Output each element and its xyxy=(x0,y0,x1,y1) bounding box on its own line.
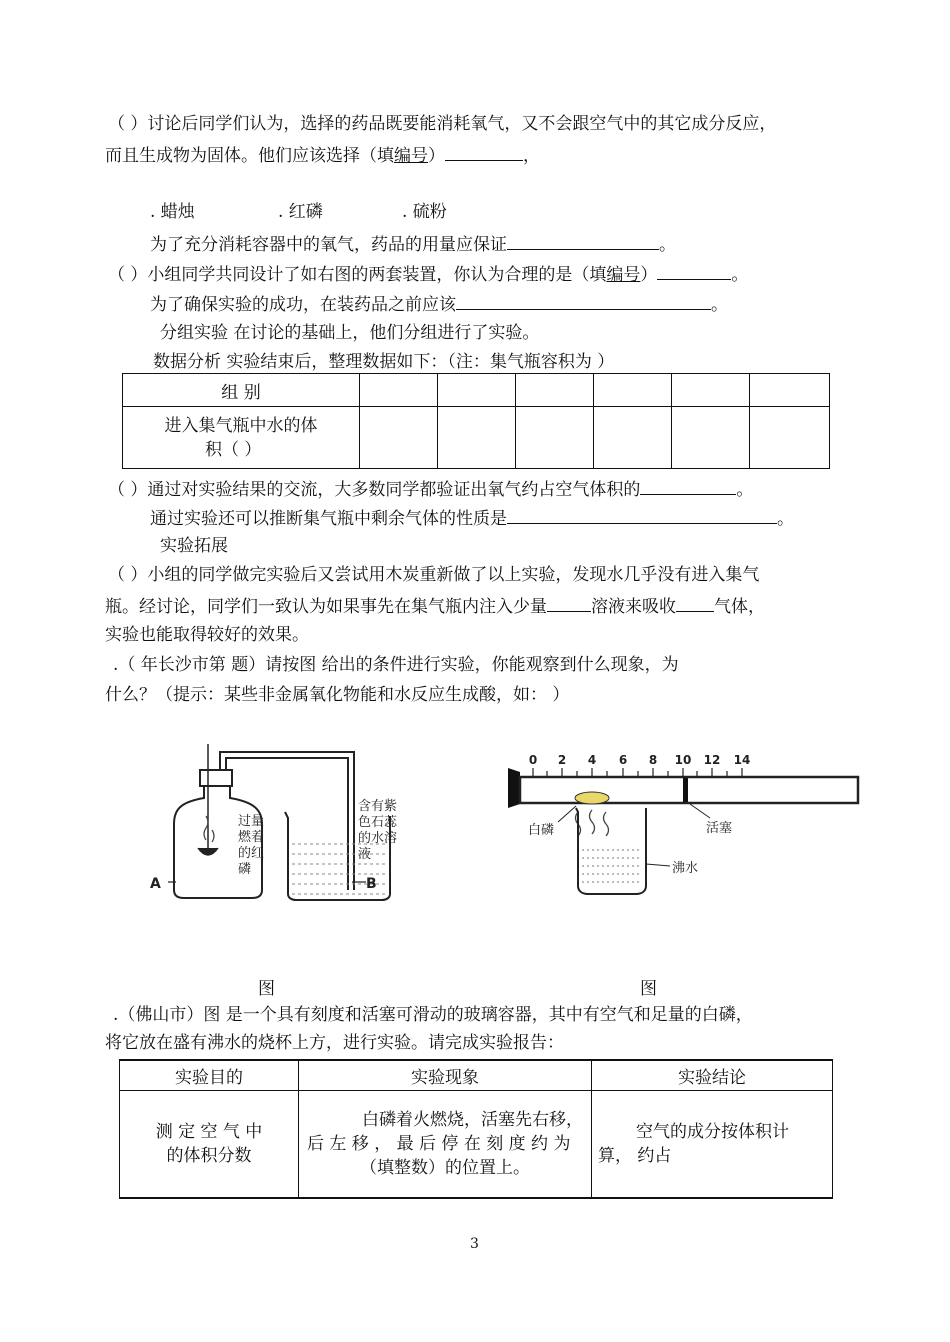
smoke-icon xyxy=(212,830,214,842)
report-table xyxy=(119,1059,833,1199)
q4-line2 xyxy=(105,594,765,618)
q4-line2-a: 瓶。经讨论，同学们一致认为如果事先在集气瓶内注入少量 xyxy=(105,597,547,617)
q3-line1-pre: （ ）通过对实验结果的交流，大多数同学都验证出氧气约占空气体积的 xyxy=(108,480,641,500)
q1-answer-blank[interactable] xyxy=(445,143,523,161)
data-cell[interactable] xyxy=(438,407,516,469)
q3-line2 xyxy=(150,506,794,530)
figure-right-apparatus xyxy=(500,746,865,904)
label-solution-4: 液 xyxy=(358,847,372,862)
figure-left-caption: 图 xyxy=(258,979,275,999)
label-red-p-2: 燃着 xyxy=(238,830,265,845)
purpose-cell xyxy=(120,1090,299,1198)
group-experiment-line: 分组实验 在讨论的基础上，他们分组进行了实验。 xyxy=(160,323,540,343)
scale-label: 12 xyxy=(703,753,721,767)
label-solution xyxy=(358,798,398,862)
boiling-water xyxy=(582,850,642,882)
q2-line xyxy=(108,262,748,286)
dose-post: 。 xyxy=(659,235,676,255)
glass-container xyxy=(520,777,858,803)
ensure-blank[interactable] xyxy=(456,292,711,310)
label-red-phosphorus xyxy=(238,813,264,877)
q3-line1 xyxy=(108,477,753,501)
data-cell[interactable] xyxy=(516,374,594,407)
header-purpose-label: 实验目的 xyxy=(175,1067,243,1088)
q1-line2-end: ， xyxy=(523,146,540,166)
page-number: 3 xyxy=(470,1236,479,1252)
label-red-p-1: 过量 xyxy=(238,814,265,829)
q5-line2: 什么？（提示：某些非金属氧化物能和水反应生成酸，如： ） xyxy=(105,685,570,705)
dose-blank[interactable] xyxy=(507,232,659,250)
q3-blank1[interactable] xyxy=(640,477,736,495)
report-body-row xyxy=(120,1090,833,1198)
white-phosphorus xyxy=(575,792,609,804)
data-table xyxy=(122,373,830,469)
heat-waves-icon xyxy=(576,810,609,836)
q2-post: ） xyxy=(640,265,658,285)
q2-ul: 编号 xyxy=(606,265,641,285)
q2-end: 。 xyxy=(731,265,749,285)
scale-label: 14 xyxy=(733,753,751,767)
data-table-row-group xyxy=(123,374,830,407)
scale-label: 2 xyxy=(557,753,567,767)
group-label: 组 别 xyxy=(221,382,261,403)
option-b: . 红磷 xyxy=(278,202,323,222)
data-cell[interactable] xyxy=(438,374,516,407)
label-solution-1: 含有紫 xyxy=(358,799,398,814)
conclusion-cell[interactable] xyxy=(592,1090,833,1198)
q4-line2-c: 气体， xyxy=(714,597,765,617)
q3-blank2[interactable] xyxy=(507,506,777,524)
boiling-beaker-body xyxy=(576,808,646,894)
boiling-beaker xyxy=(576,808,646,894)
volume-label-line1: 进入集气瓶中水的体 xyxy=(164,415,318,436)
ensure-post: 。 xyxy=(711,295,728,315)
q1-line2 xyxy=(105,143,540,167)
q2-pre: （ ）小组同学共同设计了如右图的两套装置，你认为合理的是（填 xyxy=(108,265,607,285)
q1-line2-ul: 编号 xyxy=(394,146,428,166)
label-solution-2: 色石蕊 xyxy=(358,815,398,830)
data-analysis-line: 数据分析 实验结束后，整理数据如下：（注：集气瓶容积为 ） xyxy=(153,352,615,372)
ensure-line xyxy=(150,292,728,316)
q4-line1: （ ）小组的同学做完实验后又尝试用木炭重新做了以上实验，发现水几乎没有进入集气 xyxy=(108,565,760,585)
label-piston: 活塞 xyxy=(706,821,733,836)
header-phenomenon-label: 实验现象 xyxy=(411,1067,479,1088)
conclusion-line2: 算， 约占 xyxy=(598,1145,672,1166)
header-phenomenon xyxy=(299,1060,592,1090)
pointer-piston xyxy=(690,804,710,818)
container-stopper xyxy=(508,768,520,808)
scale-ticks xyxy=(533,768,742,776)
volume-label-cell xyxy=(123,407,360,469)
phenomenon-cell[interactable] xyxy=(299,1090,592,1198)
scale-label: 10 xyxy=(674,753,692,767)
dose-pre: 为了充分消耗容器中的氧气，药品的用量应保证 xyxy=(150,235,507,255)
header-conclusion xyxy=(592,1060,833,1090)
label-boiling-water: 沸水 xyxy=(672,861,699,876)
data-cell[interactable] xyxy=(360,374,438,407)
phenomenon-line3: （填整数）的位置上。 xyxy=(360,1157,530,1178)
piston xyxy=(683,778,688,802)
bottle-stopper xyxy=(200,770,232,786)
data-cell[interactable] xyxy=(672,407,750,469)
dose-line xyxy=(150,232,676,256)
figure-left-apparatus xyxy=(140,740,415,910)
label-a: A xyxy=(150,876,161,892)
data-cell[interactable] xyxy=(750,374,830,407)
q2-answer-blank[interactable] xyxy=(657,262,731,280)
q6-line1: .（佛山市）图 是一个具有刻度和活塞可滑动的玻璃容器，其中有空气和足量的白磷， xyxy=(113,1005,753,1025)
volume-label-line2: 积（ ） xyxy=(205,439,262,460)
q3-line2-post: 。 xyxy=(777,509,794,529)
label-white-phosphorus: 白磷 xyxy=(528,823,555,838)
data-cell[interactable] xyxy=(516,407,594,469)
ensure-pre: 为了确保实验的成功，在装药品之前应该 xyxy=(150,295,456,315)
figure-right-caption: 图 xyxy=(640,979,657,999)
q6-line2: 将它放在盛有沸水的烧杯上方，进行实验。请完成实验报告： xyxy=(105,1033,564,1053)
label-red-p-4: 磷 xyxy=(238,862,252,877)
q4-solution-blank[interactable] xyxy=(547,594,591,612)
phenomenon-line1: 白磷着火燃烧，活塞先右移， xyxy=(362,1109,583,1130)
q3-line1-post: 。 xyxy=(736,480,754,500)
scale-label: 8 xyxy=(648,753,658,767)
report-header-row xyxy=(120,1060,833,1090)
q1-line2-post: ） xyxy=(428,146,445,166)
option-c: . 硫粉 xyxy=(402,202,447,222)
scale-label: 6 xyxy=(618,753,628,767)
scale-label: 4 xyxy=(587,753,597,767)
q4-line3: 实验也能取得较好的效果。 xyxy=(105,625,309,645)
pointer-boiling xyxy=(646,864,670,866)
data-cell[interactable] xyxy=(594,407,672,469)
phenomenon-line2: 后 左 移 ， 最 后 停 在 刻 度 约 为 xyxy=(307,1133,571,1154)
combustion-spoon xyxy=(198,848,218,855)
q3-line2-pre: 通过实验还可以推断集气瓶中剩余气体的性质是 xyxy=(150,509,507,529)
pointer-white-p xyxy=(558,806,576,822)
extension-heading: 实验拓展 xyxy=(160,536,228,556)
scale-labels xyxy=(529,753,751,767)
label-red-p-3: 的红 xyxy=(238,846,265,861)
scale-label: 0 xyxy=(528,753,538,767)
purpose-line2: 的体积分数 xyxy=(166,1145,252,1166)
conclusion-line1: 空气的成分按体积计 xyxy=(636,1121,789,1142)
q5-line1: .（ 年长沙市第 题）请按图 给出的条件进行实验，你能观察到什么现象，为 xyxy=(113,655,679,675)
q1-line1: （ ）讨论后同学们认为，选择的药品既要能消耗氧气，又不会跟空气中的其它成分反应， xyxy=(108,114,777,134)
q4-line2-b: 溶液来吸收 xyxy=(591,597,676,617)
header-purpose xyxy=(120,1060,299,1090)
data-cell[interactable] xyxy=(750,407,830,469)
q4-gas-blank[interactable] xyxy=(676,594,714,612)
purpose-line1: 测 定 空 气 中 xyxy=(155,1121,263,1142)
q1-line2-pre: 而且生成物为固体。他们应该选择（填 xyxy=(105,146,394,166)
data-cell[interactable] xyxy=(672,374,750,407)
label-solution-3: 的水溶 xyxy=(358,831,398,846)
data-table-row-volume xyxy=(123,407,830,469)
header-conclusion-label: 实验结论 xyxy=(678,1067,746,1088)
option-a: . 蜡烛 xyxy=(150,202,195,222)
data-cell[interactable] xyxy=(360,407,438,469)
data-cell[interactable] xyxy=(594,374,672,407)
group-label-cell xyxy=(123,374,360,407)
label-b: B xyxy=(366,876,377,892)
